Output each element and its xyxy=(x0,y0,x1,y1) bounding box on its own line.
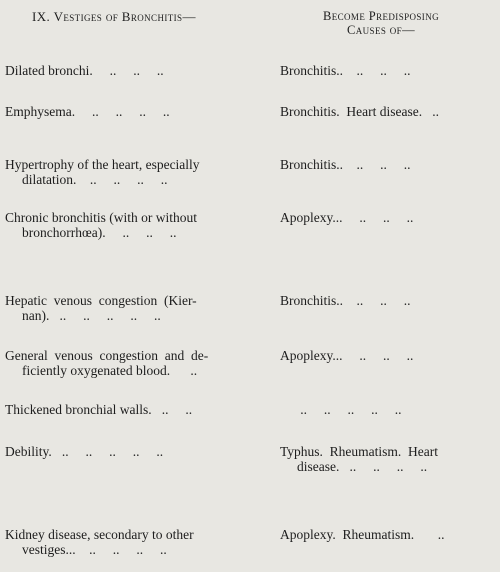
vestige-line: nan). .. .. .. .. .. xyxy=(22,308,161,323)
vestige-line: Hypertrophy of the heart, especially xyxy=(5,157,200,172)
cause-line: Bronchitis.. .. .. .. xyxy=(280,63,411,78)
vestige-cell xyxy=(5,63,265,78)
vestige-line: Hepatic venous congestion (Kier- xyxy=(5,293,197,308)
vestige-line: bronchorrhœa). .. .. .. xyxy=(22,225,177,240)
cause-line: Bronchitis.. .. .. .. xyxy=(280,293,411,308)
cause-cell xyxy=(280,63,495,78)
cause-line: Bronchitis.. .. .. .. xyxy=(280,157,411,172)
vestige-line: vestiges... .. .. .. .. xyxy=(22,542,167,557)
vestige-line: Thickened bronchial walls. .. .. xyxy=(5,402,193,417)
cause-cell xyxy=(280,293,495,308)
vestige-line: Dilated bronchi. .. .. .. xyxy=(5,63,164,78)
cause-cell xyxy=(280,527,495,542)
column-heading-line-2: Causes of— xyxy=(347,23,415,37)
cause-cell xyxy=(280,104,495,119)
vestige-cell xyxy=(5,527,265,557)
cause-line: Bronchitis. Heart disease. .. xyxy=(280,104,439,119)
cause-cell xyxy=(280,348,495,363)
vestige-cell xyxy=(5,157,265,187)
section-heading: IX. Vestiges of Bronchitis— xyxy=(32,9,196,24)
vestige-cell xyxy=(5,210,265,240)
cause-line: disease. .. .. .. .. xyxy=(297,459,428,474)
vestige-line: Chronic bronchitis (with or without xyxy=(5,210,197,225)
cause-line: Apoplexy... .. .. .. xyxy=(280,348,414,363)
cause-cell xyxy=(280,210,495,225)
vestige-line: dilatation. .. .. .. .. xyxy=(22,172,168,187)
cause-cell xyxy=(280,444,495,474)
vestige-cell xyxy=(5,293,265,323)
vestige-line: Debility. .. .. .. .. .. xyxy=(5,444,164,459)
vestige-line: General venous congestion and de- xyxy=(5,348,209,363)
cause-cell xyxy=(280,157,495,172)
cause-line: Typhus. Rheumatism. Heart xyxy=(280,444,439,459)
cause-line: Apoplexy. Rheumatism. .. xyxy=(280,527,445,542)
column-heading-causes xyxy=(286,9,476,37)
vestige-line: Emphysema. .. .. .. .. xyxy=(5,104,170,119)
cause-line: .. .. .. .. .. xyxy=(280,402,402,417)
vestige-cell xyxy=(5,348,265,378)
column-heading-line-1: Become Predisposing xyxy=(322,9,440,23)
vestige-cell xyxy=(5,402,265,417)
vestige-cell xyxy=(5,104,265,119)
vestige-line: ficiently oxygenated blood. .. xyxy=(22,363,198,378)
vestige-cell xyxy=(5,444,265,459)
cause-line: Apoplexy... .. .. .. xyxy=(280,210,414,225)
cause-cell xyxy=(280,402,495,417)
vestige-line: Kidney disease, secondary to other xyxy=(5,527,194,542)
